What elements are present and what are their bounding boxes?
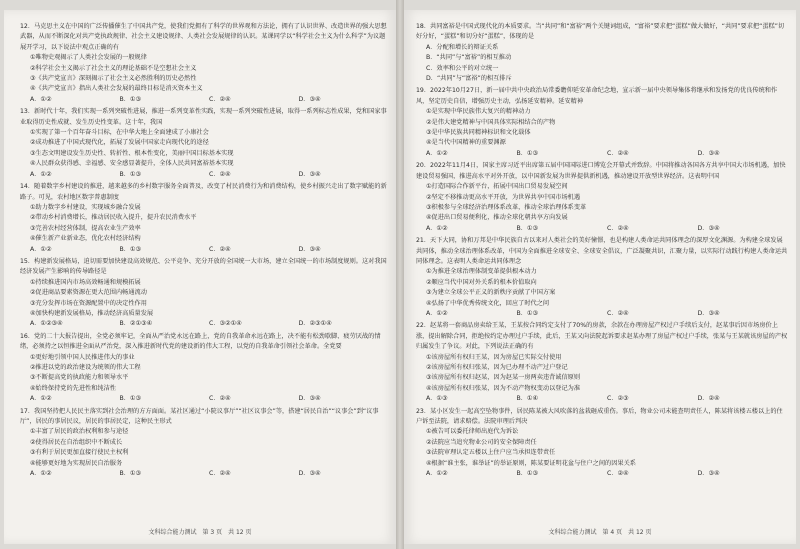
answer-choice: C．②③: [607, 395, 629, 403]
answer-choices: [30, 245, 388, 255]
answer-choice: B．①③: [119, 95, 142, 103]
answer-choice: B．①③: [516, 470, 539, 478]
question-item: [416, 321, 788, 404]
answer-choice: D．③④: [298, 395, 321, 403]
answer-choice: D．③④: [298, 95, 321, 103]
answer-choice: C．③②①④: [209, 320, 242, 328]
answer-choice: C．②④: [209, 395, 231, 403]
question-option: ①更好地引领中国人民推进伟大的事业: [30, 353, 135, 361]
question-option: ①打造国际合作新平台，拓展中国出口贸易发展空间: [426, 183, 568, 191]
question-option: ②坚定不移推动更高水平开放，为世界共享中国市场机遇: [426, 193, 581, 201]
answer-choice: A．①②: [30, 470, 52, 478]
question-option: ①被告可以委托律师出庭代为诉讼: [426, 428, 519, 436]
question-stem: 13．新时代十年，我们实现一系列突破性进展，推进一系列变革性实践，实现一系列突破性进展，取得一系列标志性成果，党和国家事业取得历史性成就、发生历史性变革。这十年，我国: [20, 108, 387, 126]
answer-choice: C．②④: [209, 470, 231, 478]
answer-choice: B．①③: [119, 170, 142, 178]
answer-choice: A．①②③④: [30, 320, 63, 328]
question-stem: 22．赵某将一套商品房卖给王某，王某按合同约定支付了70%的房款，余款在办理房屋产权过户手续后支付，赵某事后因市场房价上涨，提出解除合同，拒绝按约定办理过户手续，此后，王某又向法院起诉要求赵某办理了房屋产权过户手续，张某与王某就该房屋的产权归属发生了争议。对此，下列说法正确的有: [416, 322, 788, 351]
answer-choice: D．②④: [697, 395, 720, 403]
question-option: ②促进商品要素资源在更大范围内畅通流动: [30, 289, 147, 297]
question-option: ③积极参与全球经济治理体系改革，推动全球治理体系变革: [426, 203, 587, 211]
question-item: [416, 161, 788, 234]
question-option: ②科学社会主义揭示了社会主义的理论基础不是空想社会主义: [30, 64, 197, 72]
question-option: ③为建立全球公平正义的新秩序贡献了中国方案: [426, 289, 556, 297]
question-option: ③有利于居民更加直接行使民主权利: [30, 449, 129, 457]
answer-choice: B．①③: [119, 245, 142, 253]
question-option: ③充分发挥市场在资源配置中的决定性作用: [30, 299, 147, 307]
answer-choice: A．①②: [426, 470, 448, 478]
question-option: ②该房屋所有权归张某，因为已办理不动产过户登记: [426, 364, 568, 371]
question-option: ①助力数字乡村建设，实现城乡融合发展: [30, 203, 141, 211]
question-item: [20, 22, 388, 105]
answer-choice: D．③④: [697, 309, 720, 317]
question-option: ①持续推进国内市场高效畅通和规模拓展: [30, 278, 141, 286]
question-option: ②成功推进了中国式现代化，拓展了发展中国家走向现代化的途径: [30, 139, 209, 147]
question-stem: 18．共同富裕是中国式现代化的本质要求。当“共同”和“富裕”两个关键词组成，“富裕”要求把“蛋糕”做大做好，“共同”要求把“蛋糕”切好分好，“蛋糕”和切分好“蛋糕”，体现的是: [416, 23, 785, 41]
answer-choice: C．②④: [209, 245, 231, 253]
answer-choices: [426, 469, 788, 479]
page-footer: 文科综合能力测试 第 4 页 共 12 页: [548, 529, 652, 536]
question-item: [416, 22, 788, 84]
question-option: ②是伟大建党精神与中国具体实际相结合的产物: [426, 118, 556, 126]
question-item: [20, 182, 388, 255]
answer-choice: A．①②: [30, 95, 52, 103]
book-gutter: [396, 0, 404, 549]
question-stem: 12．马克思主义在中国的广泛传播催生了中国共产党，使我们党拥有了科学的世界观和方法论，拥有了认识世界、改造世界的强大思想武器，从而不断深化对共产党执政规律、社会主义建设规律、人类社会发展规律的认识。某课同学以“科学社会主义为什么科学”为议题展开学习，以下说法中观点正确的有: [20, 23, 387, 51]
answer-choice: C．②④: [209, 170, 231, 178]
answer-choice: B．①④: [516, 395, 539, 403]
question-option: ④该房屋所有权归张某，因为不动产物权变动以登记为准: [426, 384, 581, 392]
question-option: ③《共产党宣言》深刻揭示了社会主义必然胜利的历史必然性: [30, 75, 197, 83]
question-option: ②法院应当追究物业公司的安全保障责任: [426, 438, 537, 446]
answer-choice: D．③④: [298, 245, 321, 253]
question-option: ③法院审理认定五楼以上住户应当承担连带责任: [426, 449, 556, 457]
question-stem: 23．某小区发生一起高空坠物事件，居民陈某被大风吹落的盆栽砸成重伤。事后，物业公司未能查明责任人，陈某将该楼五楼以上的住户诉至法院，请求赔偿。法院审理后判决: [416, 407, 783, 426]
question-option: ④能够更好地为实现居民自治服务: [30, 459, 123, 467]
question-option: ③不断提高党的执政能力和领导水平: [30, 374, 129, 382]
question-option: ④加快构建新发展格局，推动经济高质量发展: [30, 309, 154, 317]
question-option: ①为推进全球治理体制变革提供根本动力: [426, 268, 537, 276]
question-option: ④催生新产业新业态，优化农村经济结构: [30, 235, 141, 243]
question-option: ②带动乡村消费增长，推动居民收入提升，提升农民消费水平: [30, 214, 197, 222]
question-option: ②使得居民在自治组织中不断成长: [30, 438, 123, 446]
question-option: ③完善农村经营体制，提高农业生产效率: [30, 224, 141, 232]
question-option: ④促进出口贸易便利化，推动全球化朝共享方向发展: [426, 214, 568, 222]
question-stem: 17．我国坚持把人民民主落实到社会治理的方方面面。某社区通过“小院议事厅”“社区议事会”等，搭建“居民自治”“议事会”到“议事厅”，居民的事居民议，居民的事居民定，这种民主形式: [20, 407, 379, 426]
answer-choice: B．①③: [516, 149, 539, 157]
page-3: [4, 10, 396, 544]
question-option: ④是当代中国精神的重要渊源: [426, 139, 506, 147]
question-option: ④根据“谁主张，谁举证”的举证原则，陈某要证明花盆与住户之间的因果关系: [426, 459, 636, 467]
question-option: ③是中华民族共同精神标识和文化载体: [426, 129, 531, 137]
answer-choice: C．②④: [209, 95, 231, 103]
question-option: ①唯物史观揭示了人类社会发展的一般规律: [30, 54, 147, 62]
question-stem: 20．2022年11月4日，国家主席习近平出席第五届中国国际进口博览会开幕式并致辞。中国将推动各国各方共享中国大市场机遇，加快建设贸易强国，推进高水平对外开放，以中国新发展为世界提供新机遇，推动建设开放型世界经济。这表明中国: [416, 162, 786, 180]
answer-choice: D．③④: [298, 470, 321, 478]
answer-choice: A．①②: [426, 309, 448, 317]
answer-choice: D．③④: [697, 224, 720, 232]
question-item: [416, 86, 788, 159]
answer-choice: B．①③: [516, 309, 539, 317]
question-option: ①实现了第一个百年奋斗目标，在中华大地上全面建成了小康社会: [30, 129, 209, 137]
question-item: [20, 107, 388, 180]
answer-choice: D．③④: [298, 170, 321, 178]
answer-choice: B．②①③④: [119, 320, 153, 328]
question-option: ①丰富了居民的政治权利和参与途径: [30, 428, 129, 436]
question-stem: 16．党的二十大报告提出，全党必须牢记，全面从严治党永远在路上，党的自我革命永远在路上，决不能有松劲歇脚、疲劳厌战的情绪，必须持之以恒推进全面从严治党，深入推进新时代党的建设新的伟大工程，以党的自我革命引领社会革命。全党要: [20, 332, 381, 351]
question-option: A．分配和增长的辩证关系: [426, 43, 499, 51]
question-option: ②顺应当代中国对外关系的根本价值取向: [426, 278, 537, 286]
answer-choice: A．①②: [30, 395, 52, 403]
answer-choice: D．③④: [697, 470, 720, 478]
page-footer: 文科综合能力测试 第 3 页 共 12 页: [148, 529, 252, 536]
answer-choice: A．①②: [426, 149, 448, 157]
answer-choices: [30, 170, 388, 180]
answer-choices: [30, 394, 388, 404]
answer-choices: [426, 149, 788, 159]
question-option: ④《共产党宣言》指出人类社会发展的最终目标是消灭资本主义: [30, 85, 203, 93]
answer-choice: A．①②: [30, 170, 52, 178]
answer-choice: D．②③①④: [298, 320, 332, 328]
answer-choice: C．②④: [607, 149, 629, 157]
question-option: ③该房屋所有权归赵某，因为赵某一房两卖违背诚信原则: [426, 374, 581, 382]
answer-choices: [426, 224, 788, 234]
answer-choices: [30, 469, 388, 479]
answer-choice: C．②④: [607, 470, 629, 478]
question-option: ①是实现中华民族伟大复兴的精神动力: [426, 108, 531, 116]
question-option: C．效率和公平的对立统一: [426, 64, 499, 72]
question-option: ④人民群众获得感、幸福感、安全感显著提升，全体人民共同富裕基本实现: [30, 160, 234, 168]
question-stem: 14．随着数字乡村建设的推进，越来越多的乡村数字服务全面普及，改变了村民消费行为和消费结构，使乡村振兴走出了数字赋能的新路子。可见，农村地区数字普惠制度: [20, 183, 387, 201]
question-stem: 15．构建新发展格局，迫切需要加快建设高效规范、公平竞争、充分开放的全国统一大市场，建立全国统一的市场制度规则。这对我国经济发展产生影响的传导路径是: [20, 257, 387, 276]
answer-choice: B．①③: [119, 470, 142, 478]
page-4: [404, 10, 796, 544]
answer-choice: A．①②: [30, 245, 52, 253]
question-option: ②推进以党的政治建设为统领的伟大工程: [30, 364, 141, 371]
question-item: [20, 407, 388, 480]
answer-choices: [30, 319, 388, 329]
question-stem: 19．2022年10月27日，新一届中共中央政治局常委瞻仰延安革命纪念地，宣示新一届中央领导集体将继承和发扬党的优良传统和作风，坚定历史自信，增强历史主动，弘扬延安精神。延安精神: [416, 87, 778, 105]
answer-choice: A．①②: [426, 224, 448, 232]
question-option: ①该房屋所有权归王某，因为房屋已实际交付使用: [426, 353, 562, 361]
question-option: ④始终保持党的先进性和纯洁性: [30, 384, 116, 392]
question-option: D．“共同”与“富裕”的相互排斥: [426, 75, 512, 83]
answer-choice: D．③④: [697, 149, 720, 157]
question-item: [416, 407, 788, 480]
question-item: [20, 332, 388, 405]
answer-choices: [426, 309, 788, 319]
answer-choice: B．①③: [119, 395, 142, 403]
answer-choice: A．①③: [426, 395, 448, 403]
answer-choice: C．②④: [607, 309, 629, 317]
answer-choices: [426, 394, 788, 404]
question-item: [416, 236, 788, 319]
question-stem: 21．天下大同，协和万邦是中华民族自古以来对人类社会的美好憧憬，也是构建人类命运共同体理念的深厚文化渊源。为构建全球发展共同体，推动全球治理体系改革，中国为全面推进全球安全、全球安全倡议，广泛凝聚共识，汇聚力量，以实际行动践行构建人类命运共同体理念。这表明人类命运共同体理念: [416, 237, 788, 265]
question-option: ③生态文明建设发生历史性、转折性、根本性变化，美丽中国目标基本实现: [30, 149, 234, 157]
question-item: [20, 257, 388, 330]
question-option: ④弘扬了中华优秀传统文化，回应了时代之问: [426, 299, 550, 307]
answer-choice: B．①③: [516, 224, 539, 232]
answer-choice: C．②④: [607, 224, 629, 232]
question-option: B．“共同”与“富裕”的相互推动: [426, 54, 512, 62]
answer-choices: [30, 95, 388, 105]
